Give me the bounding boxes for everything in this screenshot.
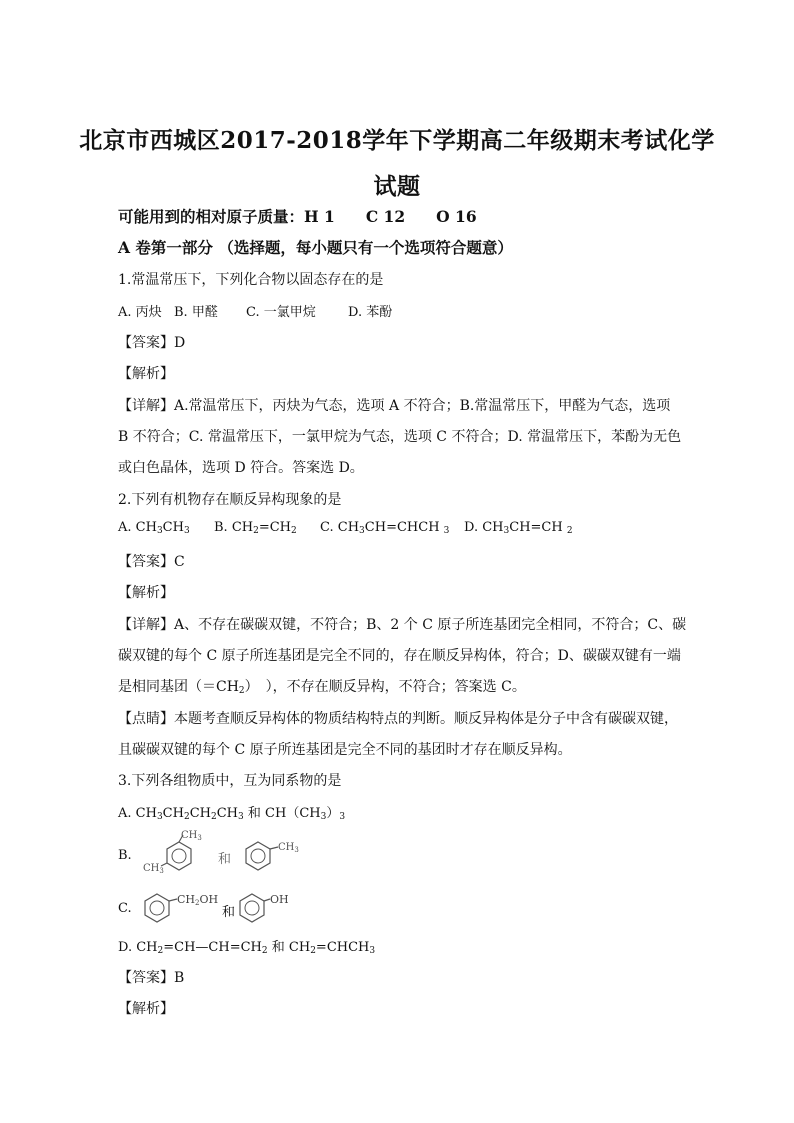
q2-detail-1: 【详解】A、不存在碳碳双键，不符合；B、2 个 C 原子所连基团完全相同，不符合；C、碳	[118, 617, 687, 633]
q2-detail-3: 是相同基团$(=CH_2)$ ），不存在顺反异构，不符合；答案选 C。	[118, 679, 526, 696]
q3-option-c-label: C.	[118, 901, 132, 916]
q2-option-b: B. $CH_2=CH_2$	[214, 520, 297, 536]
q2-option-a: A. $CH_3CH_3$	[118, 520, 190, 536]
svg-text:CH3: $CH_3$	[278, 842, 299, 854]
title-line-1: 北京市西城区2017-2018学年下学期高二年级期末考试化学	[79, 127, 715, 154]
q1-option-d: D. 苯酚	[348, 305, 393, 320]
q2-analysis-label: 【解析】	[118, 585, 174, 601]
q1-detail-1: 【详解】A.常温常压下，丙炔为气态，选项 A 不符合；B.常温常压下，甲醛为气态，选项	[118, 398, 671, 414]
q1-detail-2: B 不符合；C. 常温常压下，一氯甲烷为气态，选项 C 不符合；D. 常温常压下，苯酚为无色	[118, 429, 682, 445]
q1-option-c: C. 一氯甲烷	[246, 305, 316, 320]
q3-b-and: 和	[218, 852, 232, 867]
q2-option-c: C. $CH_3CH=CHCH$ $_3$	[320, 520, 450, 536]
q1-options	[118, 301, 392, 320]
svg-text:CH2OH: CH2OH	[177, 893, 219, 907]
phenol-structure	[238, 890, 293, 926]
q1-option-b: B. 甲醛	[174, 305, 218, 320]
svg-text:CH3: $CH_3$	[143, 863, 164, 875]
q3-stem: 3.下列各组物质中，互为同系物的是	[118, 773, 342, 789]
atomic-mass-line: 可能用到的相对原子质量：H 1 C 12 O 16	[118, 207, 477, 226]
svg-text:CH3: $CH_3$	[181, 830, 202, 842]
q2-answer: 【答案】C	[118, 554, 185, 570]
q2-option-d: D. $CH_3CH=CH$ $_2$	[464, 520, 573, 536]
toluene-structure	[244, 838, 304, 874]
svg-text:OH: OH	[270, 893, 289, 906]
q1-answer: 【答案】D	[118, 335, 186, 351]
q2-note-2: 且碳碳双键的每个 C 原子所连基团是完全不同的基团时才存在顺反异构。	[118, 742, 572, 758]
q1-stem: 1.常温常压下，下列化合物以固态存在的是	[118, 272, 384, 288]
q3-option-d: D. $CH_2=CH—CH=CH_2$ 和 $CH_2=CHCH_3$	[118, 940, 376, 956]
q1-detail-3: 或白色晶体，选项 D 符合。答案选 D。	[118, 460, 364, 476]
q2-stem: 2.下列有机物存在顺反异构现象的是	[118, 492, 342, 508]
q3-option-a: A. $CH_3CH_2CH_2CH_3$ 和 $CH(CH_3)_3$	[118, 806, 346, 822]
q3-option-b-label: B.	[118, 848, 132, 863]
section-heading: A 卷第一部分 （选择题，每小题只有一个选项符合题意）	[118, 238, 513, 257]
title-line-2: 试题	[373, 173, 421, 200]
q1-analysis-label: 【解析】	[118, 366, 174, 382]
q3-c-and: 和	[222, 905, 236, 920]
benzyl-alcohol-structure	[143, 890, 228, 926]
q2-options	[118, 520, 573, 536]
q3-analysis-label: 【解析】	[118, 1001, 174, 1017]
q3-answer: 【答案】B	[118, 970, 185, 986]
q1-option-a: A. 丙炔	[118, 305, 162, 320]
q2-detail-2: 碳双键的每个 C 原子所连基团是完全不同的，存在顺反异构体，符合；D、碳碳双键有一端	[118, 648, 681, 664]
q2-note-1: 【点睛】本题考查顺反异构体的物质结构特点的判断。顺反异构体是分子中含有碳碳双键，	[118, 711, 678, 727]
xylene-structure	[143, 828, 213, 876]
